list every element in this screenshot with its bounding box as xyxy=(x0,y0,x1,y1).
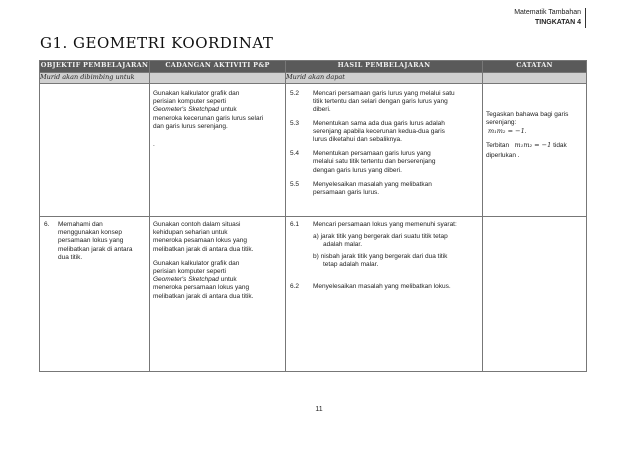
text-line: adalah malar. xyxy=(323,241,363,249)
text-line: Memahami dan xyxy=(58,221,103,228)
software-name: Geometer's Sketchpad xyxy=(153,276,219,284)
table-row xyxy=(40,217,587,372)
text-line: perisian komputer seperti xyxy=(153,98,226,106)
text-line xyxy=(486,141,583,150)
item-number: 5.3 xyxy=(290,119,300,127)
list-item xyxy=(44,221,146,262)
text-line: diberi. xyxy=(313,106,331,114)
text-line: meneroka persamaan lokus yang xyxy=(153,284,250,292)
text-line: titik tertentu dan selari dengan garis lurus yang xyxy=(313,98,448,106)
item-number: 6.2 xyxy=(290,283,300,291)
text-line: Menentukan persamaan garis lurus yang xyxy=(313,150,431,158)
text-line: diperlukan . xyxy=(486,151,520,159)
item-number: 5.5 xyxy=(290,180,300,188)
list-item xyxy=(290,120,478,145)
perpendicular-formula: m₁m₂ = −1 xyxy=(488,127,525,136)
text-line: serenjang apabila kecerunan kedua-dua garis xyxy=(313,127,445,135)
text-line: perisian komputer seperti xyxy=(153,268,226,276)
software-name: Geometer's Sketchpad xyxy=(153,106,219,114)
subheader-hasil: Murid akan dapat xyxy=(286,73,483,84)
row2-objektif xyxy=(40,217,150,372)
text-line: dua titik. xyxy=(58,253,83,261)
level-label: TINGKATAN 4 xyxy=(534,19,581,26)
text-fragment: untuk xyxy=(218,276,237,284)
row2-hasil xyxy=(286,217,483,372)
page-number: 11 xyxy=(315,406,323,413)
text-line: persamaan garis lurus. xyxy=(313,189,380,197)
table-row xyxy=(40,84,587,217)
row1-objektif xyxy=(40,84,150,217)
text-line: Menyelesaikan masalah yang melibatkan lokus. xyxy=(313,283,451,291)
item-number: 6. xyxy=(44,221,50,228)
col-catatan: CATATAN xyxy=(483,61,587,73)
item-number: 5.4 xyxy=(290,150,300,158)
formula-line xyxy=(486,127,583,136)
text-line: melibatkan jarak di antara xyxy=(58,245,133,253)
text-line: a) jarak titik yang bergerak dari suatu titik tetap xyxy=(313,233,448,241)
list-item xyxy=(290,221,478,229)
row2-catatan xyxy=(483,217,587,372)
subject-label: Matematik Tambahan xyxy=(514,9,581,16)
text-line: menggunakan konsep xyxy=(58,229,122,237)
text-line: meneroka kecerunan garis lurus selari xyxy=(153,114,264,122)
subheader-row xyxy=(40,73,587,84)
text-line: b) nisbah jarak titik yang bergerak dari dua titik xyxy=(313,252,448,260)
row1-catatan xyxy=(483,84,587,217)
page-title: G1. GEOMETRI KOORDINAT xyxy=(40,34,274,52)
text-line: melalui satu titik tertentu dan berserenjang xyxy=(313,158,436,166)
text-fragment: untuk xyxy=(218,106,237,114)
row2-aktiviti xyxy=(150,217,286,372)
subheader-empty-2 xyxy=(483,73,587,84)
column-header-row xyxy=(40,61,587,73)
text-fragment: Terbitan xyxy=(486,141,510,149)
page-header-info xyxy=(514,8,586,28)
list-item xyxy=(290,90,478,115)
list-item xyxy=(290,150,478,175)
text-line: persamaan lokus yang xyxy=(58,237,124,245)
text-fragment: . xyxy=(524,128,527,136)
list-item xyxy=(290,283,478,291)
text-line: melibatkan jarak di antara dua titik. xyxy=(153,292,254,300)
sub-item-b xyxy=(290,253,478,269)
text-line: Tegaskan bahawa bagi garis xyxy=(486,111,569,118)
text-line: Gunakan contoh dalam situasi xyxy=(153,221,241,228)
text-line: Mencari persamaan garis lurus yang melalui satu xyxy=(313,90,455,97)
col-objektif: OBJEKTIF PEMBELAJARAN xyxy=(40,61,150,73)
text-line: serenjang: xyxy=(486,119,517,127)
text-line: Gunakan kalkulator grafik dan xyxy=(153,259,240,267)
text-line: tetap adalah malar. xyxy=(323,260,379,268)
text-line: dengan garis lurus yang diberi. xyxy=(313,166,402,174)
text-line: melibatkan jarak di antara dua titik. xyxy=(153,245,254,253)
text-line: Gunakan kalkulator grafik dan xyxy=(153,90,240,97)
subheader-objektif: Murid akan dibimbing untuk xyxy=(40,73,150,84)
text-line: Menyelesaikan masalah yang melibatkan xyxy=(313,180,432,188)
text-line: dan garis lurus serenjang. xyxy=(153,122,228,130)
text-line xyxy=(153,276,282,284)
sub-item-a xyxy=(290,233,478,249)
row1-hasil xyxy=(286,84,483,217)
item-number: 5.2 xyxy=(290,90,300,97)
text-fragment: tidak xyxy=(553,141,567,149)
text-line: lurus diketahui dan sebaliknya. xyxy=(313,136,402,144)
derivation-formula: m₁m₂ = −1 xyxy=(514,140,552,149)
row1-aktiviti xyxy=(150,84,286,217)
text-line: meneroka pesamaan lokus yang xyxy=(153,237,247,245)
list-item xyxy=(290,181,478,197)
text-line xyxy=(153,106,282,114)
syllabus-table xyxy=(39,60,587,372)
col-hasil: HASIL PEMBELAJARAN xyxy=(286,61,483,73)
item-number: 6.1 xyxy=(290,221,300,228)
text-line: Menentukan sama ada dua garis lurus adalah xyxy=(313,119,445,127)
text-line: . xyxy=(153,141,155,149)
text-line: kehidupan seharian untuk xyxy=(153,229,228,237)
subheader-empty xyxy=(150,73,286,84)
col-aktiviti: CADANGAN AKTIVITI P&P xyxy=(150,61,286,73)
text-line: Mencari persamaan lokus yang memenuhi syarat: xyxy=(313,221,457,228)
